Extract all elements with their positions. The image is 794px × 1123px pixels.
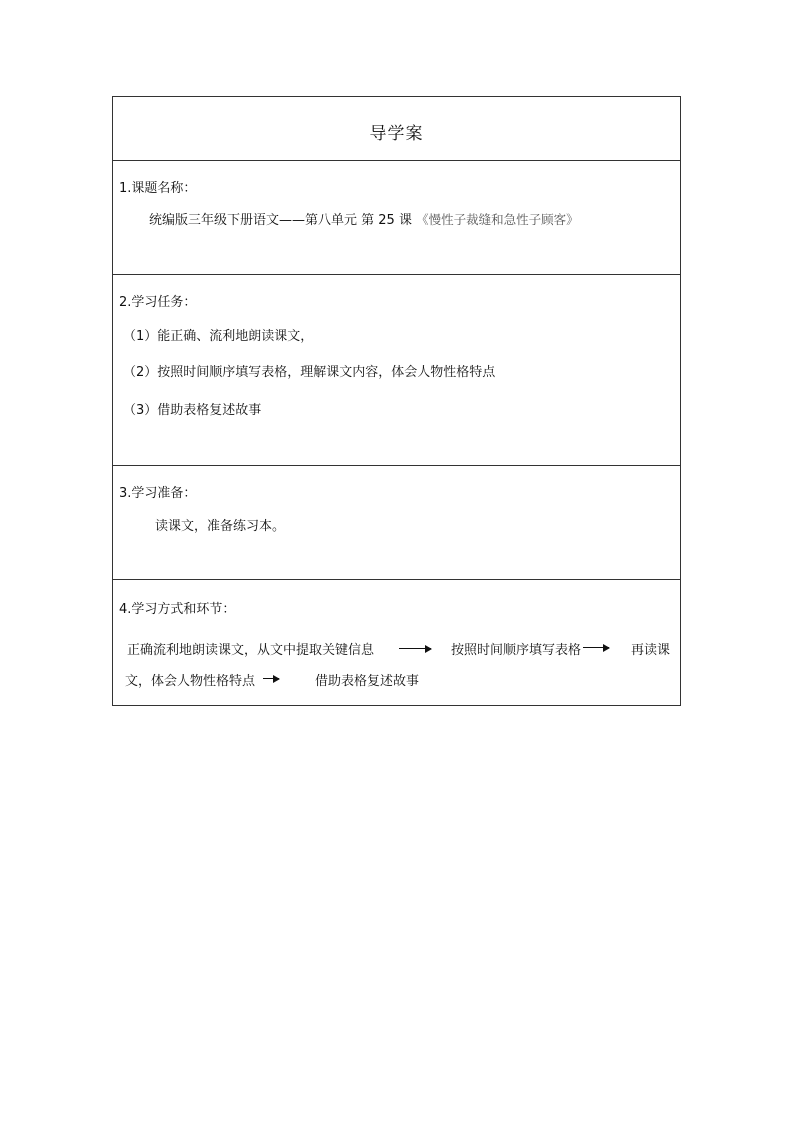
method-step-1: 正确流利地朗读课文，从文中提取关键信息 — [127, 643, 375, 658]
task-item-2: （2）按照时间顺序填写表格，理解课文内容，体会人物性格特点 — [123, 365, 496, 380]
page-title: 导学案 — [369, 124, 424, 144]
lesson-title: 《慢性子裁缝和急性子顾客》 — [416, 212, 579, 227]
method-step-3-part-1: 再读课 — [631, 643, 671, 658]
title-row — [113, 97, 680, 160]
course-name-section — [113, 160, 680, 274]
study-guide-table — [112, 96, 681, 706]
method-step-3-part-2: 文，体会人物性格特点 — [125, 674, 256, 689]
preparation-content: 读课文，准备练习本。 — [155, 519, 286, 534]
task-item-3: （3）借助表格复述故事 — [123, 403, 262, 418]
method-step-2: 按照时间顺序填写表格 — [451, 643, 582, 658]
arrow-icon — [583, 647, 609, 648]
course-name-heading: 1.课题名称： — [119, 181, 197, 196]
tasks-heading: 2.学习任务： — [119, 295, 197, 310]
task-item-1: （1）能正确、流利地朗读课文， — [123, 329, 314, 344]
tasks-section — [113, 274, 680, 465]
preparation-heading: 3.学习准备： — [119, 486, 197, 501]
method-heading: 4.学习方式和环节： — [119, 602, 236, 617]
arrow-icon — [263, 678, 279, 679]
method-section — [113, 579, 680, 705]
course-name-prefix: 统编版三年级下册语文——第八单元 第 25 课 — [149, 213, 412, 228]
preparation-section — [113, 465, 680, 579]
method-step-4: 借助表格复述故事 — [315, 674, 420, 689]
course-name-content — [149, 209, 579, 228]
arrow-icon — [399, 648, 431, 649]
